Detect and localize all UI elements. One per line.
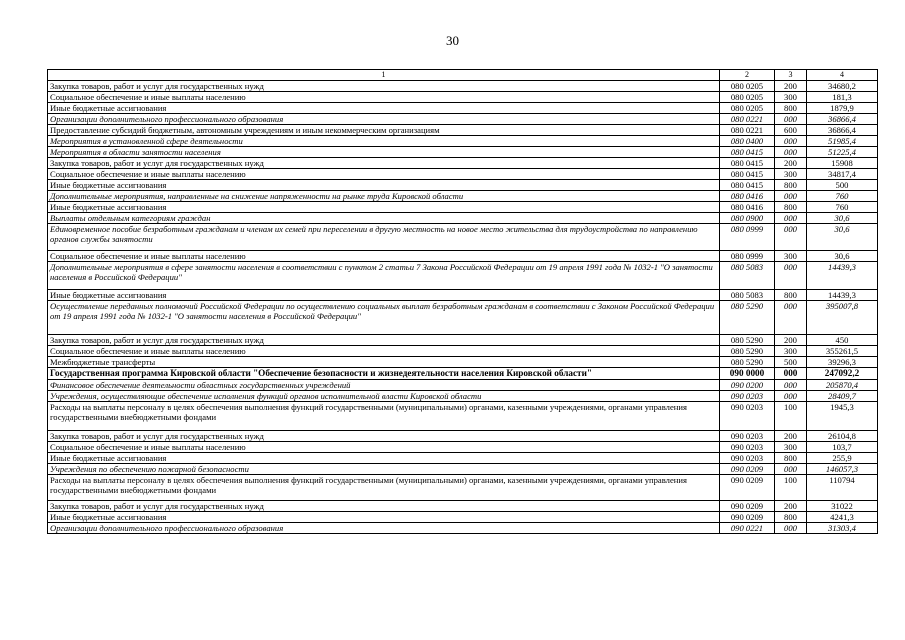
row-sum-cell: 51985,4 — [807, 136, 878, 147]
row-code-cell: 090 0000 — [720, 368, 775, 380]
budget-table — [47, 69, 878, 534]
row-type-cell: 800 — [775, 512, 807, 523]
row-name-cell: Мероприятия в установленной сфере деятельности — [48, 136, 720, 147]
header-col-type: 3 — [775, 70, 807, 81]
row-name-cell: Межбюджетные трансферты — [48, 357, 720, 368]
table-row — [48, 501, 878, 512]
row-type-cell: 000 — [775, 147, 807, 158]
row-sum-cell: 51225,4 — [807, 147, 878, 158]
row-sum-cell: 255,9 — [807, 453, 878, 464]
row-code-cell: 080 0999 — [720, 224, 775, 251]
row-type-cell: 500 — [775, 357, 807, 368]
row-type-cell: 300 — [775, 442, 807, 453]
row-code-cell: 090 0221 — [720, 523, 775, 534]
header-col-name: 1 — [48, 70, 720, 81]
table-row — [48, 147, 878, 158]
table-row — [48, 251, 878, 262]
row-code-cell: 080 0415 — [720, 147, 775, 158]
table-row — [48, 290, 878, 301]
row-type-cell: 000 — [775, 301, 807, 335]
row-type-cell: 000 — [775, 523, 807, 534]
table-row — [48, 301, 878, 335]
row-code-cell: 090 0209 — [720, 475, 775, 501]
row-code-cell: 080 5290 — [720, 346, 775, 357]
row-name-cell: Закупка товаров, работ и услуг для государственных нужд — [48, 431, 720, 442]
row-type-cell: 000 — [775, 136, 807, 147]
row-type-cell: 200 — [775, 158, 807, 169]
table-row — [48, 380, 878, 391]
table-row — [48, 191, 878, 202]
row-name-cell: Учреждения, осуществляющие обеспечение исполнения функций органов исполнительной власти Кировской области — [48, 391, 720, 402]
row-sum-cell: 1879,9 — [807, 103, 878, 114]
row-name-cell: Иные бюджетные ассигнования — [48, 103, 720, 114]
row-code-cell: 080 0205 — [720, 103, 775, 114]
row-name-cell: Учреждения по обеспечению пожарной безопасности — [48, 464, 720, 475]
row-type-cell: 100 — [775, 475, 807, 501]
row-type-cell: 000 — [775, 464, 807, 475]
table-row — [48, 523, 878, 534]
row-sum-cell: 26104,8 — [807, 431, 878, 442]
row-type-cell: 000 — [775, 368, 807, 380]
row-type-cell: 300 — [775, 346, 807, 357]
table-row — [48, 431, 878, 442]
row-code-cell: 080 5290 — [720, 335, 775, 346]
row-sum-cell: 30,6 — [807, 224, 878, 251]
row-name-cell: Государственная программа Кировской области "Обеспечение безопасности и жизнедеятельности населения Кировской области" — [48, 368, 720, 380]
table-row — [48, 442, 878, 453]
row-sum-cell: 760 — [807, 191, 878, 202]
table-row — [48, 402, 878, 431]
row-type-cell: 200 — [775, 501, 807, 512]
row-code-cell: 090 0200 — [720, 380, 775, 391]
row-sum-cell: 1945,3 — [807, 402, 878, 431]
page-number: 30 — [446, 33, 459, 48]
table-header-row — [48, 70, 878, 81]
table-row — [48, 475, 878, 501]
row-type-cell: 200 — [775, 431, 807, 442]
row-name-cell: Предоставление субсидий бюджетным, автономным учреждениям и иным некоммерческим организациям — [48, 125, 720, 136]
row-type-cell: 300 — [775, 92, 807, 103]
row-code-cell: 080 5083 — [720, 290, 775, 301]
table-row — [48, 368, 878, 380]
row-type-cell: 000 — [775, 114, 807, 125]
row-code-cell: 090 0209 — [720, 464, 775, 475]
row-code-cell: 090 0203 — [720, 391, 775, 402]
row-sum-cell: 34817,4 — [807, 169, 878, 180]
row-code-cell: 090 0203 — [720, 453, 775, 464]
row-sum-cell: 31022 — [807, 501, 878, 512]
row-type-cell: 800 — [775, 180, 807, 191]
row-type-cell: 000 — [775, 191, 807, 202]
table-row — [48, 81, 878, 92]
row-sum-cell: 39296,3 — [807, 357, 878, 368]
table-row — [48, 213, 878, 224]
row-sum-cell: 28409,7 — [807, 391, 878, 402]
row-type-cell: 000 — [775, 380, 807, 391]
row-code-cell: 090 0203 — [720, 431, 775, 442]
row-name-cell: Иные бюджетные ассигнования — [48, 512, 720, 523]
table-row — [48, 224, 878, 251]
row-code-cell: 090 0203 — [720, 402, 775, 431]
row-type-cell: 200 — [775, 81, 807, 92]
row-code-cell: 080 0999 — [720, 251, 775, 262]
row-sum-cell: 103,7 — [807, 442, 878, 453]
row-code-cell: 080 0416 — [720, 191, 775, 202]
row-type-cell: 800 — [775, 103, 807, 114]
table-row — [48, 464, 878, 475]
header-col-code: 2 — [720, 70, 775, 81]
row-sum-cell: 205870,4 — [807, 380, 878, 391]
table-row — [48, 262, 878, 290]
row-name-cell: Закупка товаров, работ и услуг для государственных нужд — [48, 335, 720, 346]
row-sum-cell: 146057,3 — [807, 464, 878, 475]
row-type-cell: 800 — [775, 453, 807, 464]
row-name-cell: Выплаты отдельным категориям граждан — [48, 213, 720, 224]
row-type-cell: 200 — [775, 335, 807, 346]
table-row — [48, 136, 878, 147]
row-code-cell: 090 0203 — [720, 442, 775, 453]
row-sum-cell: 36866,4 — [807, 114, 878, 125]
row-code-cell: 080 0415 — [720, 158, 775, 169]
row-name-cell: Иные бюджетные ассигнования — [48, 453, 720, 464]
row-type-cell: 800 — [775, 290, 807, 301]
row-type-cell: 100 — [775, 402, 807, 431]
row-type-cell: 000 — [775, 391, 807, 402]
row-code-cell: 080 0221 — [720, 114, 775, 125]
row-type-cell: 000 — [775, 224, 807, 251]
row-type-cell: 000 — [775, 213, 807, 224]
table-row — [48, 512, 878, 523]
row-name-cell: Расходы на выплаты персоналу в целях обеспечения выполнения функций государственными (муниципальными) органами, казенными учреждениями, органами управления государственными внебюджетными фондами — [48, 475, 720, 501]
row-sum-cell: 14439,3 — [807, 262, 878, 290]
row-name-cell: Закупка товаров, работ и услуг для государственных нужд — [48, 158, 720, 169]
row-type-cell: 300 — [775, 251, 807, 262]
budget-table-body — [48, 70, 878, 534]
row-sum-cell: 34680,2 — [807, 81, 878, 92]
row-sum-cell: 30,6 — [807, 213, 878, 224]
row-type-cell: 300 — [775, 169, 807, 180]
row-name-cell: Организации дополнительного профессионального образования — [48, 523, 720, 534]
table-row — [48, 180, 878, 191]
table-row — [48, 169, 878, 180]
row-sum-cell: 36866,4 — [807, 125, 878, 136]
row-name-cell: Расходы на выплаты персоналу в целях обеспечения выполнения функций государственными (муниципальными) органами, казенными учреждениями, органами управления государственными внебюджетными фондами — [48, 402, 720, 431]
row-code-cell: 080 0400 — [720, 136, 775, 147]
row-code-cell: 080 0205 — [720, 92, 775, 103]
table-row — [48, 202, 878, 213]
row-code-cell: 080 5290 — [720, 301, 775, 335]
row-sum-cell: 15908 — [807, 158, 878, 169]
row-name-cell: Дополнительные мероприятия, направленные на снижение напряженности на рынке труда Кировской области — [48, 191, 720, 202]
row-sum-cell: 14439,3 — [807, 290, 878, 301]
table-row — [48, 335, 878, 346]
row-code-cell: 080 0900 — [720, 213, 775, 224]
row-name-cell: Социальное обеспечение и иные выплаты населению — [48, 251, 720, 262]
row-name-cell: Финансовое обеспечение деятельности областных государственных учреждений — [48, 380, 720, 391]
row-code-cell: 080 0415 — [720, 169, 775, 180]
row-sum-cell: 450 — [807, 335, 878, 346]
row-sum-cell: 355261,5 — [807, 346, 878, 357]
row-name-cell: Социальное обеспечение и иные выплаты населению — [48, 442, 720, 453]
row-name-cell: Социальное обеспечение и иные выплаты населению — [48, 92, 720, 103]
row-sum-cell: 247092,2 — [807, 368, 878, 380]
row-name-cell: Закупка товаров, работ и услуг для государственных нужд — [48, 501, 720, 512]
row-name-cell: Дополнительные мероприятия в сфере занятости населения в соответствии с пунктом 2 статьи 7 Закона Российской Федерации от 19 апреля 1991 года № 1032-1 "О занятости населения в Российской Федерации" — [48, 262, 720, 290]
table-row — [48, 158, 878, 169]
table-row — [48, 346, 878, 357]
row-name-cell: Социальное обеспечение и иные выплаты населению — [48, 169, 720, 180]
row-code-cell: 080 0415 — [720, 180, 775, 191]
row-type-cell: 600 — [775, 125, 807, 136]
row-sum-cell: 4241,3 — [807, 512, 878, 523]
row-sum-cell: 500 — [807, 180, 878, 191]
table-row — [48, 357, 878, 368]
row-name-cell: Иные бюджетные ассигнования — [48, 180, 720, 191]
table-row — [48, 103, 878, 114]
row-type-cell: 000 — [775, 262, 807, 290]
row-name-cell: Иные бюджетные ассигнования — [48, 202, 720, 213]
row-name-cell: Осуществление переданных полномочий Российской Федерации по осуществлению социальных выплат безработным гражданам в соответствии с Законом Российской Федерации от 19 апреля 1991 года № 1032-1 "О занятости населения в Российской Федерации" — [48, 301, 720, 335]
row-code-cell: 080 5083 — [720, 262, 775, 290]
row-sum-cell: 30,6 — [807, 251, 878, 262]
row-name-cell: Иные бюджетные ассигнования — [48, 290, 720, 301]
row-code-cell: 080 0205 — [720, 81, 775, 92]
row-name-cell: Мероприятия в области занятости населения — [48, 147, 720, 158]
row-sum-cell: 110794 — [807, 475, 878, 501]
row-code-cell: 090 0209 — [720, 512, 775, 523]
row-code-cell: 090 0209 — [720, 501, 775, 512]
row-name-cell: Единовременное пособие безработным гражданам и членам их семей при переселении в другую местность на новое место жительства для трудоустройства по направлению органов службы занятости — [48, 224, 720, 251]
header-col-sum: 4 — [807, 70, 878, 81]
table-row — [48, 391, 878, 402]
row-sum-cell: 31303,4 — [807, 523, 878, 534]
table-row — [48, 92, 878, 103]
row-code-cell: 080 0416 — [720, 202, 775, 213]
row-sum-cell: 395007,8 — [807, 301, 878, 335]
row-sum-cell: 760 — [807, 202, 878, 213]
table-row — [48, 453, 878, 464]
row-sum-cell: 181,3 — [807, 92, 878, 103]
table-row — [48, 114, 878, 125]
row-code-cell: 080 0221 — [720, 125, 775, 136]
table-row — [48, 125, 878, 136]
row-type-cell: 800 — [775, 202, 807, 213]
row-name-cell: Социальное обеспечение и иные выплаты населению — [48, 346, 720, 357]
row-name-cell: Закупка товаров, работ и услуг для государственных нужд — [48, 81, 720, 92]
row-code-cell: 080 5290 — [720, 357, 775, 368]
row-name-cell: Организации дополнительного профессионального образования — [48, 114, 720, 125]
